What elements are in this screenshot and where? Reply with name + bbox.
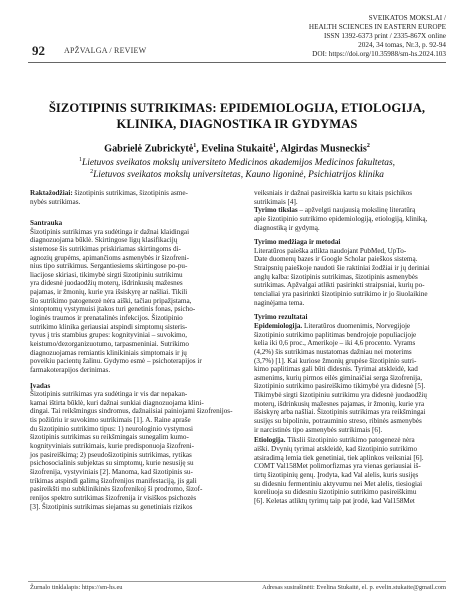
text-line: Straipsnių paieškoje naudoti šie raktiniai žodžiai ir jų deriniai [254,264,430,273]
text-line: COMT Val158Met polimorfizmas yra vienas geriausiai iš- [254,462,421,471]
text-line: Date duomenų bazes ir Google Scholar paieškos sistemą. [254,255,418,264]
right-top-body [254,189,454,206]
results-heading: Tyrimo rezultatai [254,313,308,322]
text-line: (4,2%) šis sutrikimas nustatomas dažniau nei moterims [254,347,412,356]
text-line: tirtų šizotipinių genų. Įrodyta, kad Val alelis, kuris susijęs [254,470,419,479]
text-line: sutrikimo klinika geriausiai atspindi simptomų sisteris- [30,322,188,331]
text-line: šio sutrikimo patogenezė nėra aiški, tačiau pripažįstama, [30,296,192,305]
text-line: (3,7%) [1]. Kai kuriose žmonių grupėse šizotipinio sutri- [254,356,417,365]
aim-label: Tyrimo tikslas [254,206,298,215]
affiliation-sup: 1 [79,157,83,163]
text-line: agnozių grupėms, apimančioms asmenybės ir šizofreni- [30,253,190,262]
journal-line: HEALTH SCIENCES IN EASTERN EUROPE [308,22,446,31]
keywords-text: nybės sutrikimas. [30,197,81,206]
text-line: veiksniais ir dažnai pasireiškia kartu su kitais psichikos [254,189,413,197]
methods-body [254,247,454,307]
text-line: poveikiu pacientų žalinu. Gydymo esmė – psichoterapijos ir [30,357,202,366]
text-line: anglų kalba: šizotipinis sutrikimas, šizotipinis asmenybės [254,272,418,281]
page-header [0,0,474,96]
etiology-text: Tikslii šizotipinio sutrikimo patogenezė nėra [287,436,415,445]
text-line: asmenims, kurių pirmos eilės giminaičiai serga šizofrenija, [254,373,423,382]
author-name: Evelina Stukaitė [201,143,273,155]
journal-line: ISSN 1392-6373 print / 2335-867X online [324,31,446,40]
text-line: su didesniu fermentiniu aktyvumu nei Met alelis, tiesiogiai [254,479,423,488]
affiliation-sup: 2 [90,169,94,175]
text-line: yra didesnė juodaodžių moterų, išdrinkusių mažesnes [30,279,183,288]
ivadas-heading: Įvadas [30,381,51,390]
text-line: renijos spektro sutrikimas šizofrenija ir visiškos psichozės [30,493,197,502]
text-line: šizotipinio sutrikimo paplitimas bendrojoje populiacijoje [254,330,417,339]
text-line: Šizotipinis sutrikimas yra sudėtinga ir vis dar nepakan- [30,390,188,399]
text-line: sistemose šis sutrikimas priskiriamas skirtingoms di- [30,244,181,253]
text-line: koreliuoja su didesniu šizotipinio sutrikimo pasireiškimu [254,488,417,497]
text-line: tyvus į tris stambius grupes: kognityviniai – suvokimo, [30,331,188,340]
text-line: naginėjama tema. [254,298,305,307]
text-line: moterų, išdrinkusių mažesnes pajamas, ir žmonių, kurie yra [254,399,425,408]
epidemiology-text: Literatūros duomenimis, Norvegijoje [304,321,411,330]
text-line: Šizotipinis sutrikimas yra sudėtinga ir dažnai klaidingai [30,227,190,236]
text-line: jos pasireiškimą; 2) pseudošizotipinis sutrikimas, rytikas [30,450,192,459]
etiology-label: Etiologija. [254,436,286,445]
text-line: dingai. Tai reikšmingus sindromus, dažnaiisiai painiojami šizofrenijos- [30,407,233,416]
affiliation [20,169,454,180]
text-line: [6]. Keletas atliktų tyrimų taip pat įrodė, kad Val158Met [254,496,415,505]
keywords-text: šizotipinis sutrikimas, šizotipinis asme- [74,189,188,197]
author-sup: 1 [272,143,276,149]
keywords-block [30,189,232,206]
text-line: sutrikimas. Apžvalgai atlikti pasirinkti straipsniai, kurių po- [254,281,425,290]
text-line: šizotipinis sutrikimas su reikšmingais sunegalim kumo- [30,433,189,442]
affiliation-text: Lietuvos sveikatos mokslų universitetas, Kauno ligoninė, Psichiatrijos klinika [93,170,384,181]
text-line: apie šizotipinio sutrikimo epidemiologiją, etiologiją, kliniką, [254,214,428,223]
text-line: kelia iki 0,6 proc., Amerikoje – iki 4,6 procento. Vyrams [254,339,416,348]
text-line: atsiradimą lemia tiek genetiniai, tiek aplinkos veiksniai [6]. [254,453,424,462]
footer-divider [28,581,446,582]
text-line: psichosocialinis subjektas su simptomų, kurie nesusiję su [30,459,194,468]
doi-link[interactable]: DOI: https://doi.org/10.35988/sm-hs.2024.103 [312,49,446,58]
header-divider [28,62,446,63]
text-line: du šizotipinio sutrikimo tipus: 1) neurologinio vystymosi [30,424,194,433]
journal-line: 2024, 34 tomas, Nr.3, p. 92-94 [358,40,446,49]
author-name: Algirdas Musneckis [280,143,367,155]
journal-website-link[interactable]: Žurnalo tinklalapis: https://sm-hs.eu [30,584,123,591]
text-line: pajamas, ir žmonių, kurie yra išsiskyrę ar našliai. Tikili [30,288,188,297]
author-sup: 2 [366,143,370,149]
text-line: pasireikšti mo subklinikinės šizofrenikoj ši prodromo, šizof- [30,485,203,494]
text-line: sutrikimais [4]. [254,197,298,206]
text-line: keistumo/dezorganizuotumo, tarpasmeniniai. Sutrikimo [30,339,189,348]
text-line: kimo paplitimas gali būti didesnis. Tyrimai atskleidė, kad [254,365,418,374]
page-number: 92 [32,43,45,58]
text-line: diagnozuojamas remiantis klinikiniais simptomais ir jų [30,348,187,357]
text-line: išsiskyrę arba našliai. Šizotipinis sutrikimas yra reikšmingai [254,408,426,417]
author-sup: 1 [193,143,197,149]
santrauka-heading: Santrauka [30,219,63,227]
keywords-label: Raktažodžiai: [30,189,73,197]
text-line: tis požiūriu ir suvokimo sutrikimais [1]. A. Raine apraše [30,416,191,425]
text-line: kamai ištirta būklė, kuri dažnai sunkiai diagnozuojama klini- [30,398,204,407]
text-line: šizofrenija, vystyviniais [2]. Manoma, kad šizotipinis su- [30,467,193,476]
methods-heading: Tyrimo medžiaga ir metodai [254,238,341,247]
text-line: susijęs su bipoliniu, potrauminio streso, ribinės asmenybės [254,417,422,426]
author-list: Gabrielė Zubrickytė$^1$, Evelina Stukaitė$^1$, Algirdas Musneckis$^2$ [104,143,370,155]
text-line: loginės traumos ir prenatalinės infekcijos. Šizotipinio [30,314,183,323]
affiliation [20,157,454,168]
text-line: Literatūros paieška atlikta naudojant PubMed, UpTo- [254,246,407,255]
article-title [20,100,454,133]
title-line: ŠIZOTIPINIS SUTRIKIMAS: EPIDEMIOLOGIJA, ETIOLOGIJA, [48,101,426,115]
text-line: ir narcistinės tipo asmenybės sutrikimais [6]. [254,425,383,434]
text-line: nius tipo sutrikimus. Sergantiesiems skirtingose po-pu- [30,262,188,271]
text-line: [3]. Šizotipinis sutrikimas siejamas su genetiniais rizikos [30,502,193,511]
affiliation-text: Lietuvos sveikatos mokslų universiteto Medicinos akademijos Medicinos fakultetas, [82,158,395,169]
text-line: kognityviniais sutrikimais, kurie predisponuoja šizofreni- [30,442,195,451]
text-line: trikimas atspindi galimą šizofrenijos manifestaciją, jis gali [30,476,197,485]
text-line: liacijose skiriasi, tikimybė sirgti šizotipiniu sutrikimu [30,270,183,279]
right-column [254,189,454,505]
text-line: aiški. Dvynių tyrimai atskleidė, kad šizotipinio sutrikimo [254,444,418,453]
aim-body [254,215,454,232]
author-name: Gabrielė Zubrickytė [104,143,194,155]
left-column [30,219,233,511]
text-line: šizotipinio sutrikimo pasireiškimo tikimybė yra didesnė [5]. [254,382,426,391]
ivadas-body [30,390,233,511]
title-line: KLINIKA, DIAGNOSTIKA IR GYDYMAS [116,117,358,132]
text-line: tencialiai yra pasirinkti šizotipinio sutrikimo ir jo šiuolaikine [254,290,428,299]
etiology-body [254,445,454,505]
text-line: sintoptomų vystymuisi įtakos turi genetinis fonas, psicho- [30,305,196,314]
journal-info [206,14,446,59]
epidemiology-body [254,331,454,435]
text-line: diagnostiką ir gydymą. [254,223,320,232]
section-label: APŽVALGA / REVIEW [64,46,147,55]
aim-text: – apžvelgti naujausią mokslinę literatūrą [299,206,416,215]
epidemiology-label: Epidemiologija. [254,321,303,330]
text-line: farmakoterapijos derinimas. [30,365,111,374]
text-line: diagnozuojama būklė. Skirtingose ligų klasifikacijų [30,236,178,245]
journal-line: SVEIKATOS MOKSLAI / [368,14,446,22]
text-line: Tikimybė sirgti šizotipiniu sutrikimu yra didesnė juodaodžių [254,391,427,400]
santrauka-body [30,228,230,375]
correspondence-address: Adresas susirašinėti: Evelina Stukaitė, el. p. evelin.stukaite@gmail.com [262,584,446,591]
